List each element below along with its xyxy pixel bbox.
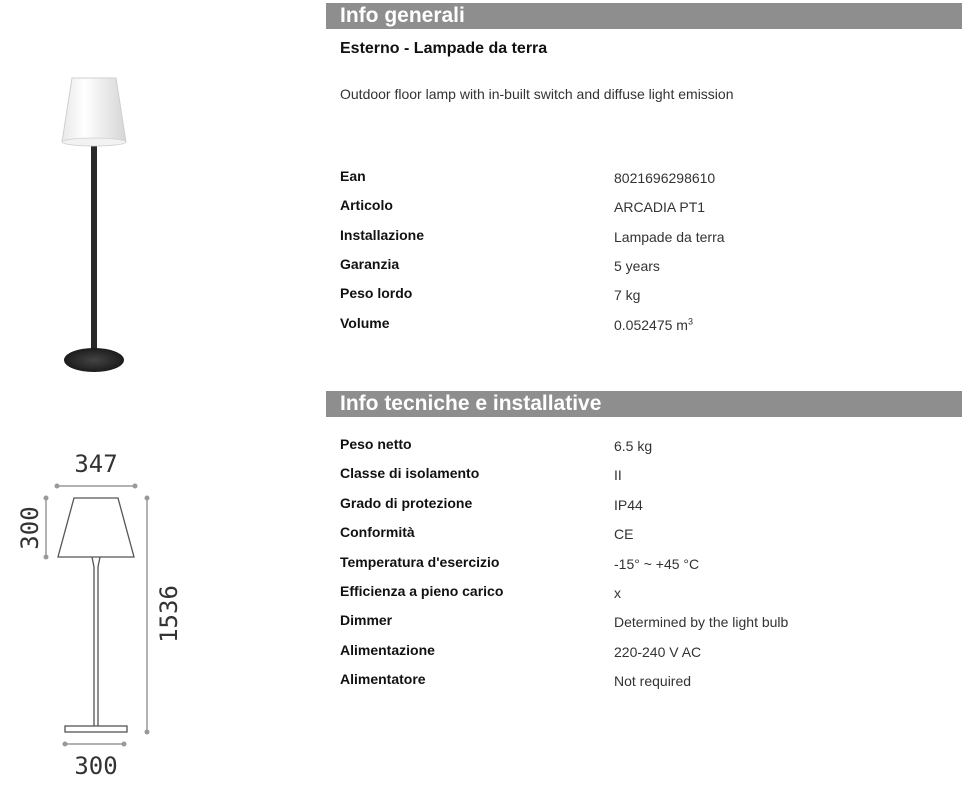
spec-row-conformita: [340, 524, 960, 546]
general-info-header: Info generali: [326, 3, 962, 29]
spec-label: Garanzia: [340, 256, 400, 272]
shade-width-label: 347: [74, 450, 118, 478]
spec-row-dimmer: [340, 612, 960, 634]
spec-value: 0.052475 $m^3$: [614, 316, 693, 333]
spec-row-classe-isolamento: [340, 465, 960, 487]
spec-value: 5 years: [614, 258, 660, 274]
spec-value: 7 kg: [614, 287, 641, 303]
shade-height-label: 300: [16, 506, 44, 550]
spec-label: Articolo: [340, 197, 393, 213]
lamp-product-image: [0, 0, 300, 390]
spec-label: Alimentatore: [340, 671, 426, 687]
total-height-label: 1536: [155, 585, 183, 643]
spec-value: ARCADIA PT1: [614, 199, 706, 215]
product-category-title: Esterno - Lampade da terra: [340, 40, 548, 57]
spec-row-alimentazione: [340, 642, 960, 664]
spec-row-volume: [340, 315, 960, 337]
spec-row-peso-lordo: [340, 285, 960, 307]
spec-label: Installazione: [340, 227, 425, 243]
spec-value: II: [614, 467, 622, 483]
spec-value: Determined by the light bulb: [614, 614, 789, 630]
spec-value: 8021696298610: [614, 170, 716, 186]
spec-value: 220-240 V AC: [614, 644, 702, 660]
spec-row-articolo: [340, 197, 960, 219]
spec-row-efficienza: [340, 583, 960, 605]
unit-superscript: 3: [687, 316, 693, 327]
spec-label: Grado di protezione: [340, 495, 473, 511]
spec-row-grado-protezione: [340, 495, 960, 517]
stem-outline: [92, 557, 100, 726]
spec-label: Temperatura d'esercizio: [340, 554, 500, 570]
lamp-base: [64, 348, 124, 372]
shade-outline: [58, 498, 134, 557]
spec-label: Dimmer: [340, 612, 393, 628]
spec-value: IP44: [614, 497, 643, 513]
spec-label: Alimentazione: [340, 642, 435, 658]
product-description: Outdoor floor lamp with in-built switch and diffuse light emission: [340, 86, 734, 102]
spec-row-installazione: [340, 227, 960, 249]
spec-row-temperatura: [340, 554, 960, 576]
lamp-pole: [91, 140, 97, 355]
spec-label: Volume: [340, 315, 390, 331]
spec-label: Conformità: [340, 524, 415, 540]
base-width-label: 300: [74, 752, 118, 780]
technical-info-header: Info tecniche e installative: [326, 391, 962, 417]
spec-row-alimentatore: [340, 671, 960, 693]
spec-label: Ean: [340, 168, 366, 184]
spec-label: Classe di isolamento: [340, 465, 480, 481]
spec-row-ean: [340, 168, 960, 190]
lamp-shade: [62, 78, 126, 142]
spec-label: Efficienza a pieno carico: [340, 583, 504, 599]
spec-label: Peso lordo: [340, 285, 413, 301]
spec-value: Lampade da terra: [614, 229, 725, 245]
spec-value: 6.5 kg: [614, 438, 653, 454]
spec-value: Not required: [614, 673, 692, 689]
spec-value: x: [614, 585, 621, 601]
spec-row-peso-netto: [340, 436, 960, 458]
base-outline: [65, 726, 127, 732]
spec-label: Peso netto: [340, 436, 412, 452]
lamp-dimension-drawing: [0, 422, 200, 792]
spec-row-garanzia: [340, 256, 960, 278]
spec-value: -15° ~ +45 °C: [614, 556, 700, 572]
spec-value: CE: [614, 526, 634, 542]
